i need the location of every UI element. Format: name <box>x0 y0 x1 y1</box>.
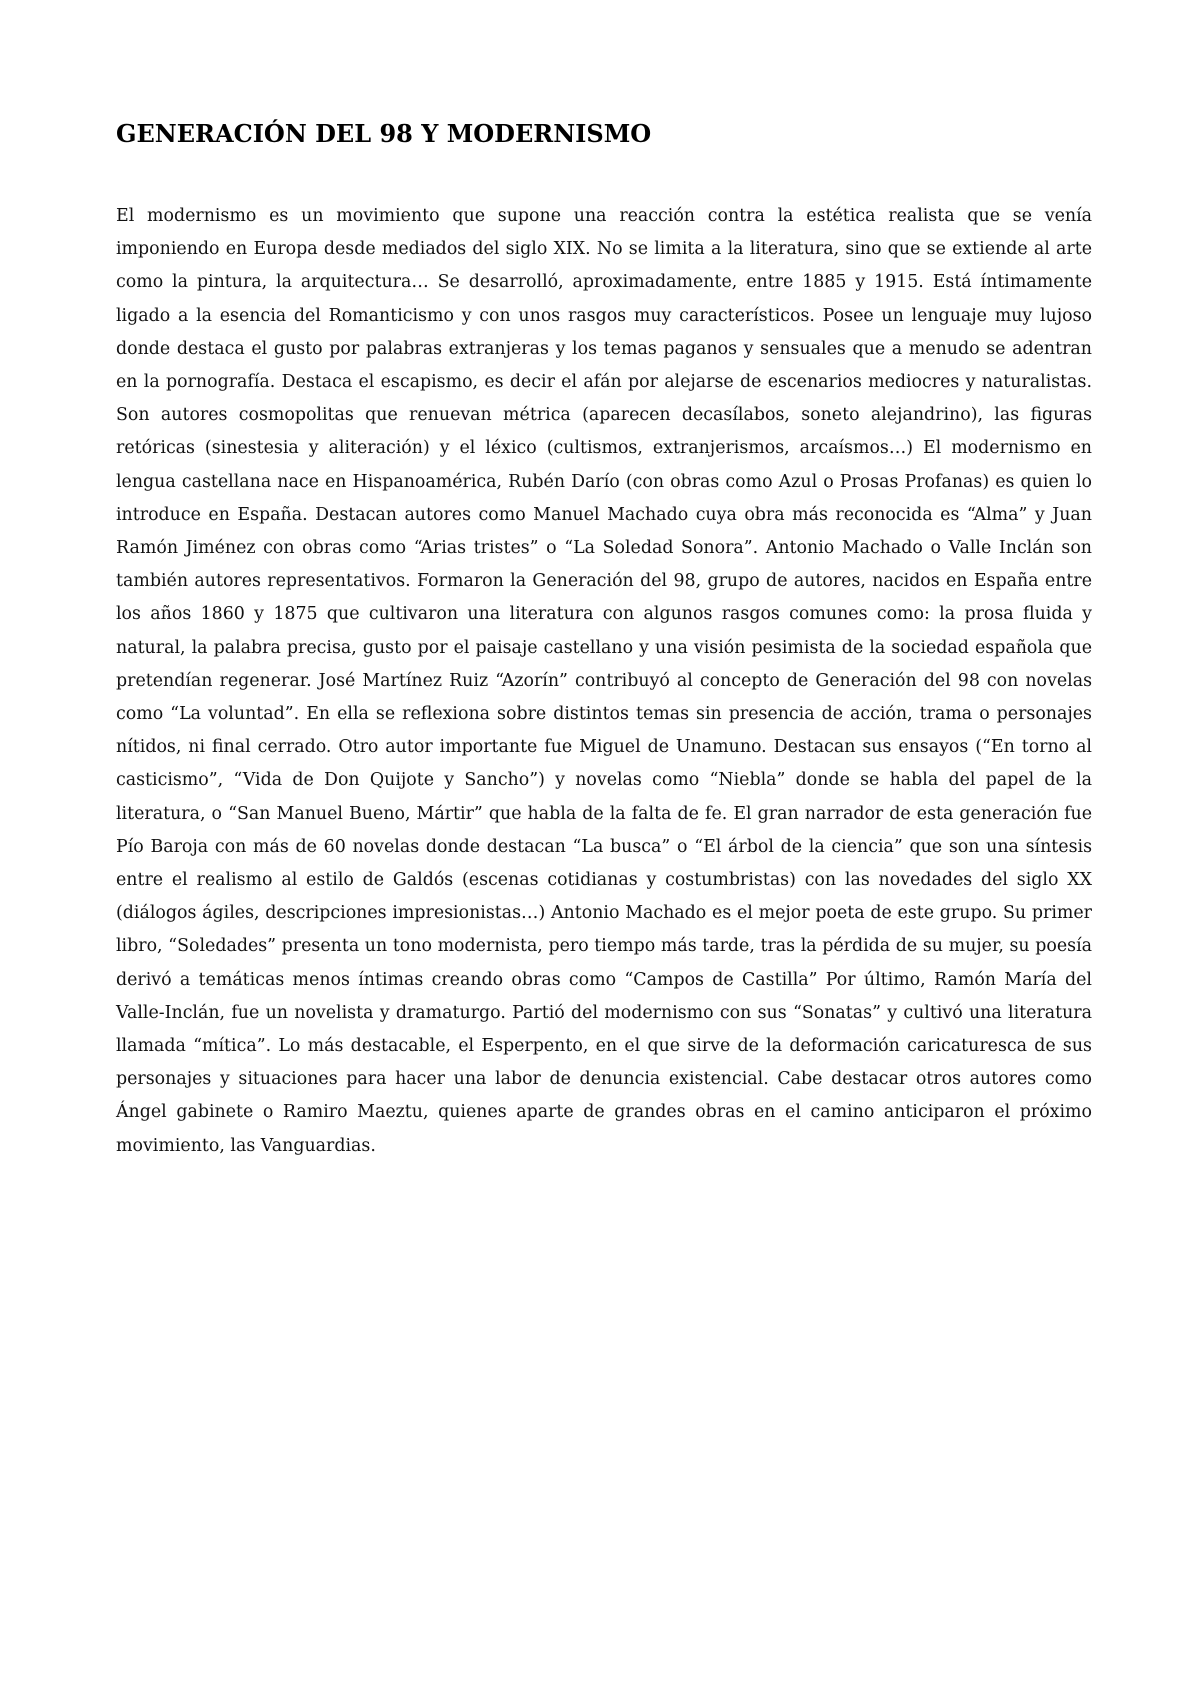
document-title: GENERACIÓN DEL 98 Y MODERNISMO <box>116 119 652 148</box>
body-paragraph: El modernismo es un movimiento que supone una reacción contra la estética realista que se venía imponiendo en Europa desde mediados del siglo XIX. No se limita a la literatura, sino que se extiende al arte como la pintura, la arquitectura… Se desarrolló, aproximadamente, entre 1885 y 1915. Está íntimamente ligado a la esencia del Romanticismo y con unos rasgos muy característicos. Posee un lenguaje muy lujoso donde destaca el gusto por palabras extranjeras y los temas paganos y sensuales que a menudo se adentran en la pornografía. Destaca el escapismo, es decir el afán por alejarse de escenarios mediocres y naturalistas. Son autores cosmopolitas que renuevan métrica (aparecen decasílabos, soneto alejandrino), las figuras retóricas (sinestesia y aliteración) y el léxico (cultismos, extranjerismos, arcaísmos…) El modernismo en lengua castellana nace en Hispanoamérica, Rubén Darío (con obras como Azul o Prosas Profanas) es quien lo introduce en España. Destacan autores como Manuel Machado cuya obra más reconocida es “Alma” y Juan Ramón Jiménez con obras como “Arias tristes” o “La Soledad Sonora”. Antonio Machado o Valle Inclán son también autores representativos. Formaron la Generación del 98, grupo de autores, nacidos en España entre los años 1860 y 1875 que cultivaron una literatura con algunos rasgos comunes como: la prosa fluida y natural, la palabra precisa, gusto por el paisaje castellano y una visión pesimista de la sociedad española que pretendían regenerar. José Martínez Ruiz “Azorín” contribuyó al concepto de Generación del 98 con novelas como “La voluntad”. En ella se reflexiona sobre distintos temas sin presencia de acción, trama o personajes nítidos, ni final cerrado. Otro autor importante fue Miguel de Unamuno. Destacan sus ensayos (“En torno al casticismo”, “Vida de Don Quijote y Sancho”) y novelas como “Niebla” donde se habla del papel de la literatura, o “San Manuel Bueno, Mártir” que habla de la falta de fe. El gran narrador de esta generación fue Pío Baroja con más de 60 novelas donde destacan “La busca” o “El árbol de la ciencia” que son una síntesis entre el realismo al estilo de Galdós (escenas cotidianas y costumbristas) con las novedades del siglo XX (diálogos ágiles, descripciones impresionistas…) Antonio Machado es el mejor poeta de este grupo. Su primer libro, “Soledades” presenta un tono modernista, pero tiempo más tarde, tras la pérdida de su mujer, su poesía derivó a temáticas menos íntimas creando obras como “Campos de Castilla” Por último, Ramón María del Valle-Inclán, fue un novelista y dramaturgo. Partió del modernismo con sus “Sonatas” y cultivó una literatura llamada “mítica”. Lo más destacable, el Esperpento, en el que sirve de la deformación caricaturesca de sus personajes y situaciones para hacer una labor de denuncia existencial. Cabe destacar otros autores como Ángel gabinete o Ramiro Maeztu, quienes aparte de grandes obras en el camino anticiparon el próximo movimiento, las Vanguardias. <box>116 206 1092 1156</box>
